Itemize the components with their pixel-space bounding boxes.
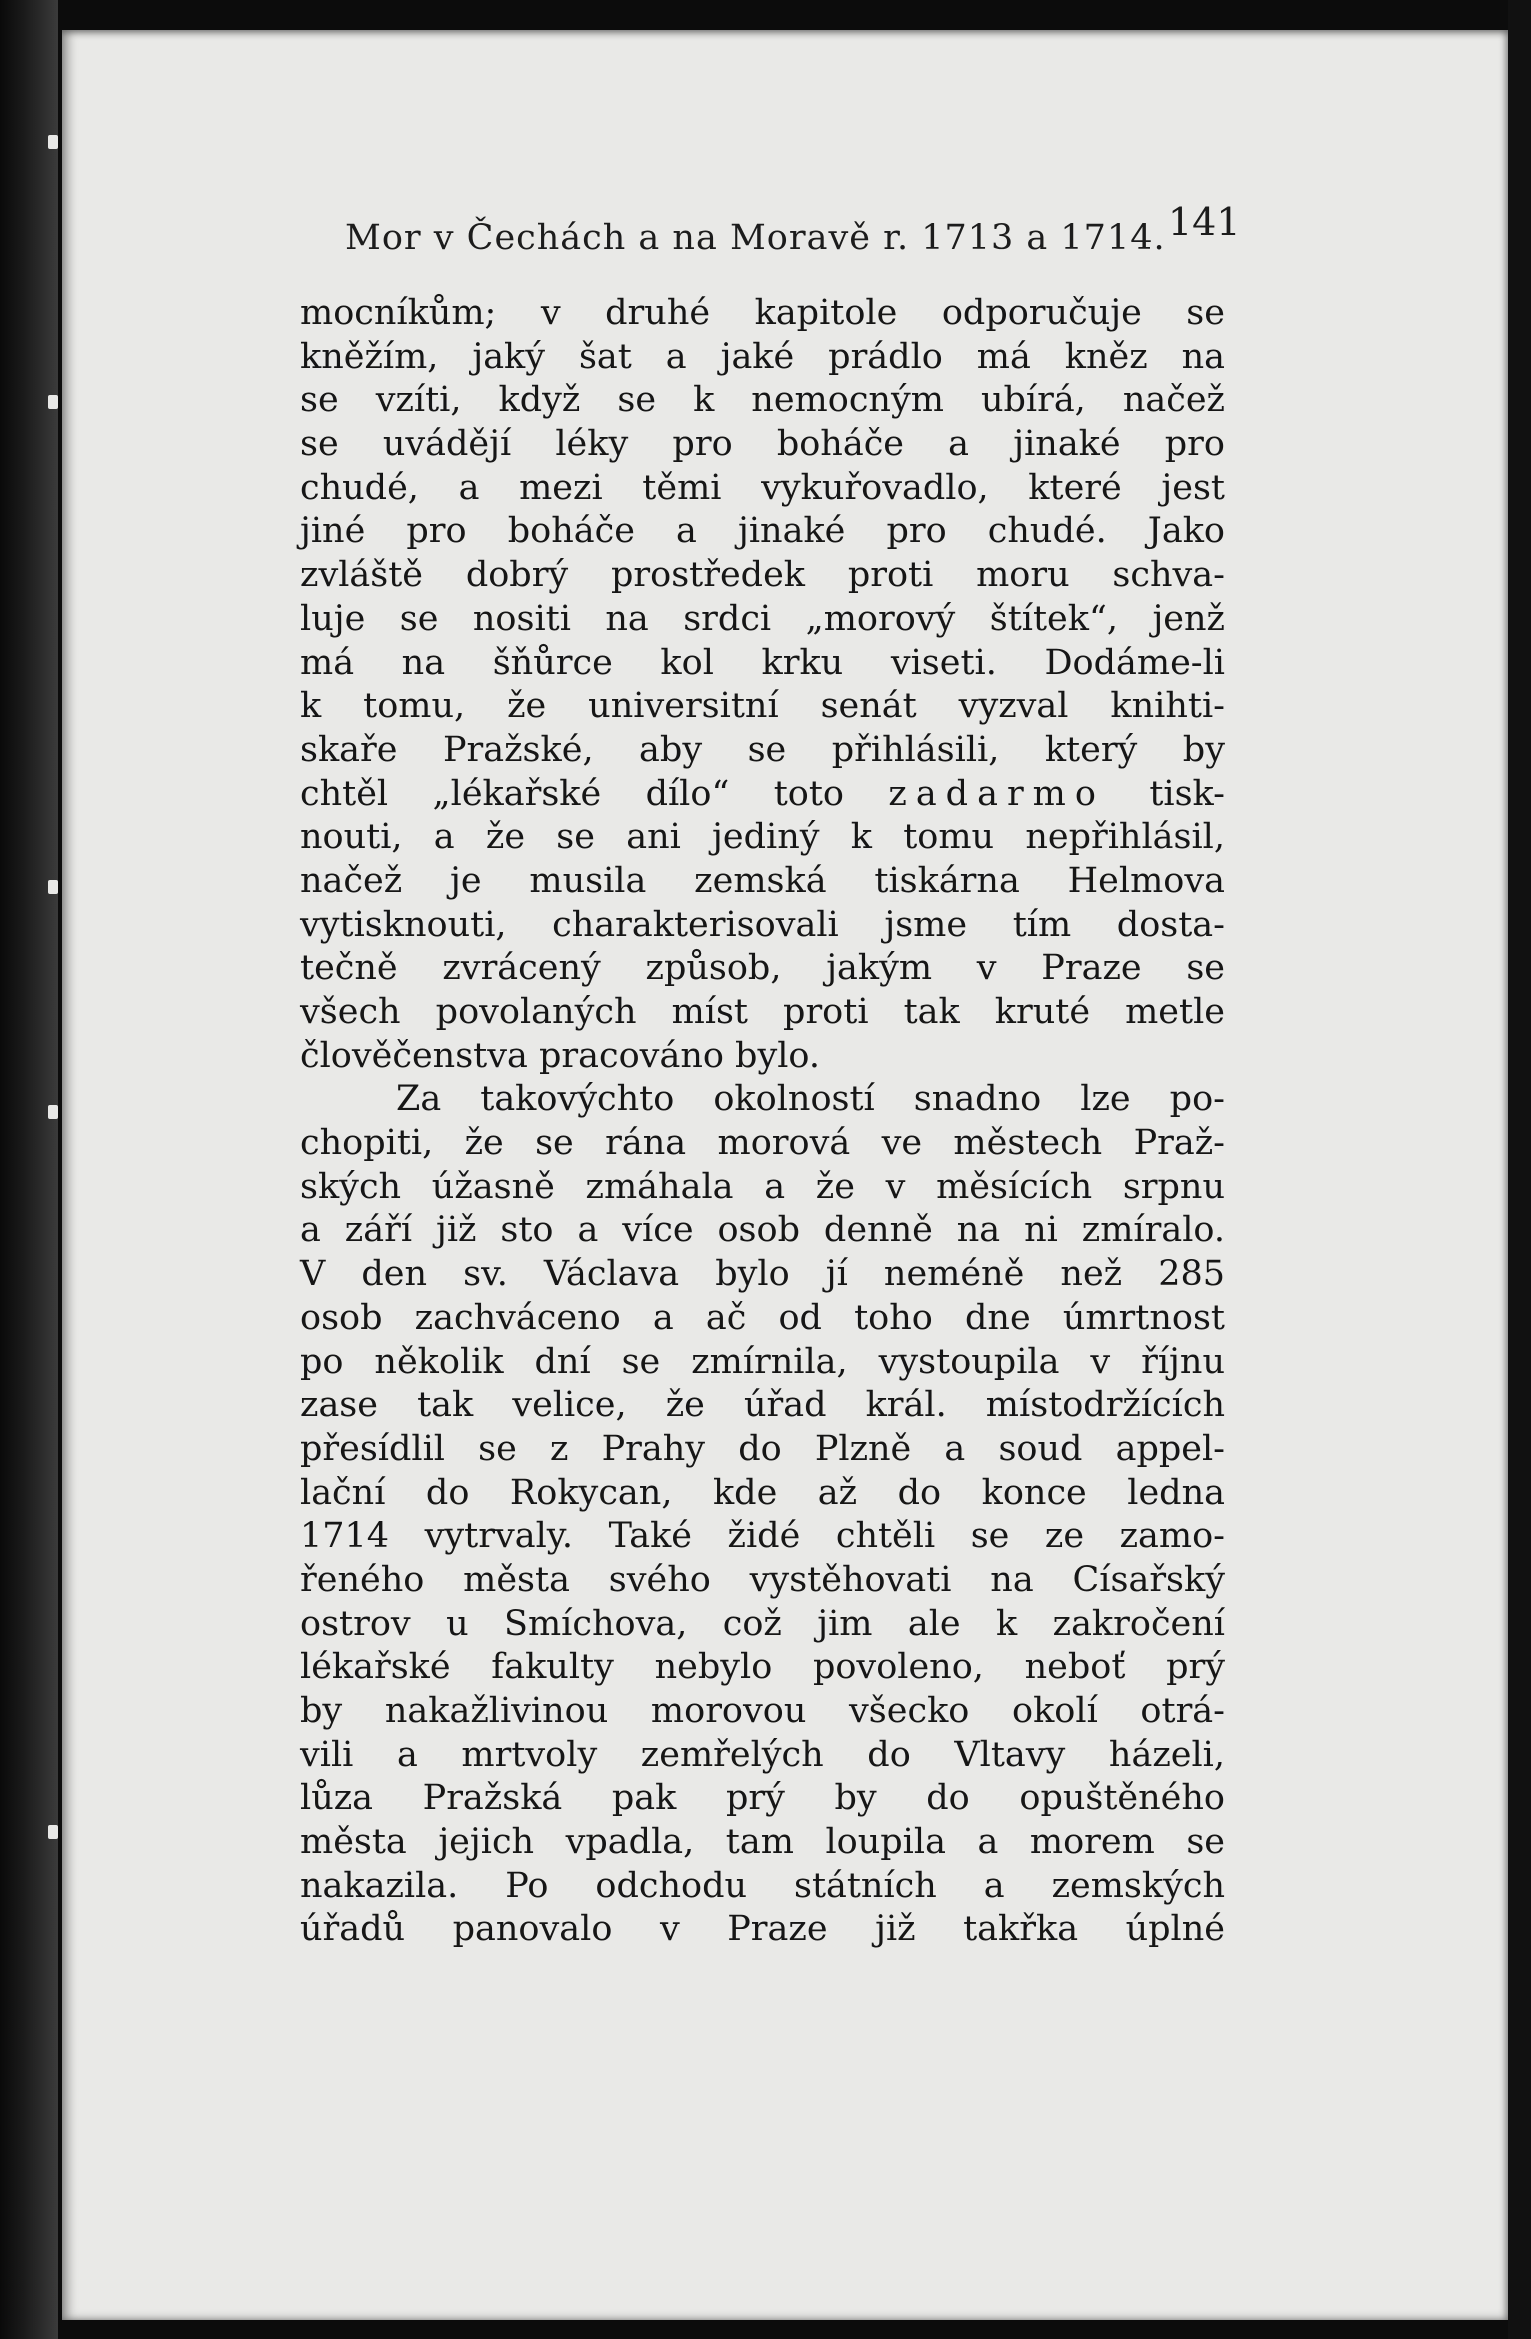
text-line: se uvádějí léky pro boháče a jinaké pro <box>300 424 1225 465</box>
book-binding-edge <box>0 0 58 2339</box>
text-line: města jejich vpadla, tam loupila a morem se <box>300 1822 1225 1863</box>
page-number: 141 <box>1168 200 1241 244</box>
text-line: po několik dní se zmírnila, vystoupila v říjnu <box>300 1341 1225 1382</box>
text-line: vytisknouti, charakterisovali jsme tím dosta- <box>300 904 1225 945</box>
binding-mark <box>48 135 58 149</box>
text-line: lační do Rokycan, kde až do konce ledna <box>300 1472 1225 1513</box>
text-line: chudé, a mezi těmi vykuřovadlo, které jest <box>300 467 1225 508</box>
binding-mark <box>48 1825 58 1839</box>
body-text <box>300 292 1225 1952</box>
text-line: 1714 vytrvaly. Také židé chtěli se ze zamo- <box>300 1516 1225 1557</box>
text-segment: chtěl „lékařské dílo“ toto <box>300 773 844 814</box>
text-line: ostrov u Smíchova, což jim ale k zakročení <box>300 1603 1225 1644</box>
text-line: tečně zvrácený způsob, jakým v Praze se <box>300 948 1225 989</box>
text-line: skaře Pražské, aby se přihlásili, který by <box>300 729 1225 770</box>
text-line: všech povolaných míst proti tak kruté metle <box>300 992 1225 1032</box>
text-segment: tisk- <box>1149 773 1225 814</box>
text-line: a září již sto a více osob denně na ni zmíralo. <box>300 1210 1225 1251</box>
binding-mark <box>48 1105 58 1119</box>
binding-mark <box>48 395 58 409</box>
text-line: ských úžasně zmáhala a že v měsících srpnu <box>300 1166 1225 1207</box>
emphasized-word: zadarmo <box>888 773 1105 814</box>
text-line: k tomu, že universitní senát vyzval knihti- <box>300 686 1225 727</box>
binding-mark <box>48 880 58 894</box>
running-head: Mor v Čechách a na Moravě r. 1713 a 1714. <box>345 218 1166 258</box>
text-line: načež je musila zemská tiskárna Helmova <box>300 860 1225 901</box>
text-line: osob zachváceno a ač od toho dne úmrtnost <box>300 1297 1225 1338</box>
text-line: nakazila. Po odchodu státních a zemských <box>300 1865 1225 1906</box>
text-line: kněžím, jaký šat a jaké prádlo má kněz na <box>300 336 1225 377</box>
text-line: V den sv. Václava bylo jí neméně než 285 <box>300 1254 1225 1295</box>
text-line: úřadů panovalo v Praze již takřka úplné <box>300 1909 1225 1950</box>
text-line: mocníkům; v druhé kapitole odporučuje se <box>300 293 1225 333</box>
text-line: zvláště dobrý prostředek proti moru schva- <box>300 555 1225 596</box>
text-line: jiné pro boháče a jinaké pro chudé. Jako <box>300 511 1225 552</box>
text-line: Za takovýchto okolností snadno lze po- <box>396 1079 1225 1120</box>
page-right-edge <box>1508 0 1531 2339</box>
text-line: řeného města svého vystěhovati na Císařský <box>300 1559 1225 1600</box>
text-line: vili a mrtvoly zemřelých do Vltavy házeli, <box>300 1734 1225 1775</box>
text-line: chopiti, že se rána morová ve městech Praž- <box>300 1123 1225 1164</box>
text-line: luje se nositi na srdci „morový štítek“, jenž <box>300 598 1225 639</box>
text-line: lůza Pražská pak prý by do opuštěného <box>300 1778 1225 1819</box>
text-line: lékařské fakulty nebylo povoleno, neboť prý <box>300 1647 1225 1688</box>
text-line: zase tak velice, že úřad král. místodržících <box>300 1385 1225 1426</box>
text-line: by nakažlivinou morovou všecko okolí otrá- <box>300 1691 1225 1731</box>
text-line: nouti, a že se ani jediný k tomu nepřihlásil, <box>300 817 1225 858</box>
text-line: přesídlil se z Prahy do Plzně a soud appel- <box>300 1428 1225 1469</box>
text-line: se vzíti, když se k nemocným ubírá, načež <box>300 380 1225 421</box>
text-line <box>300 773 1225 817</box>
text-line: má na šňůrce kol krku viseti. Dodáme-li <box>300 642 1225 683</box>
text-line: člověčenstva pracováno bylo. <box>300 1035 821 1076</box>
